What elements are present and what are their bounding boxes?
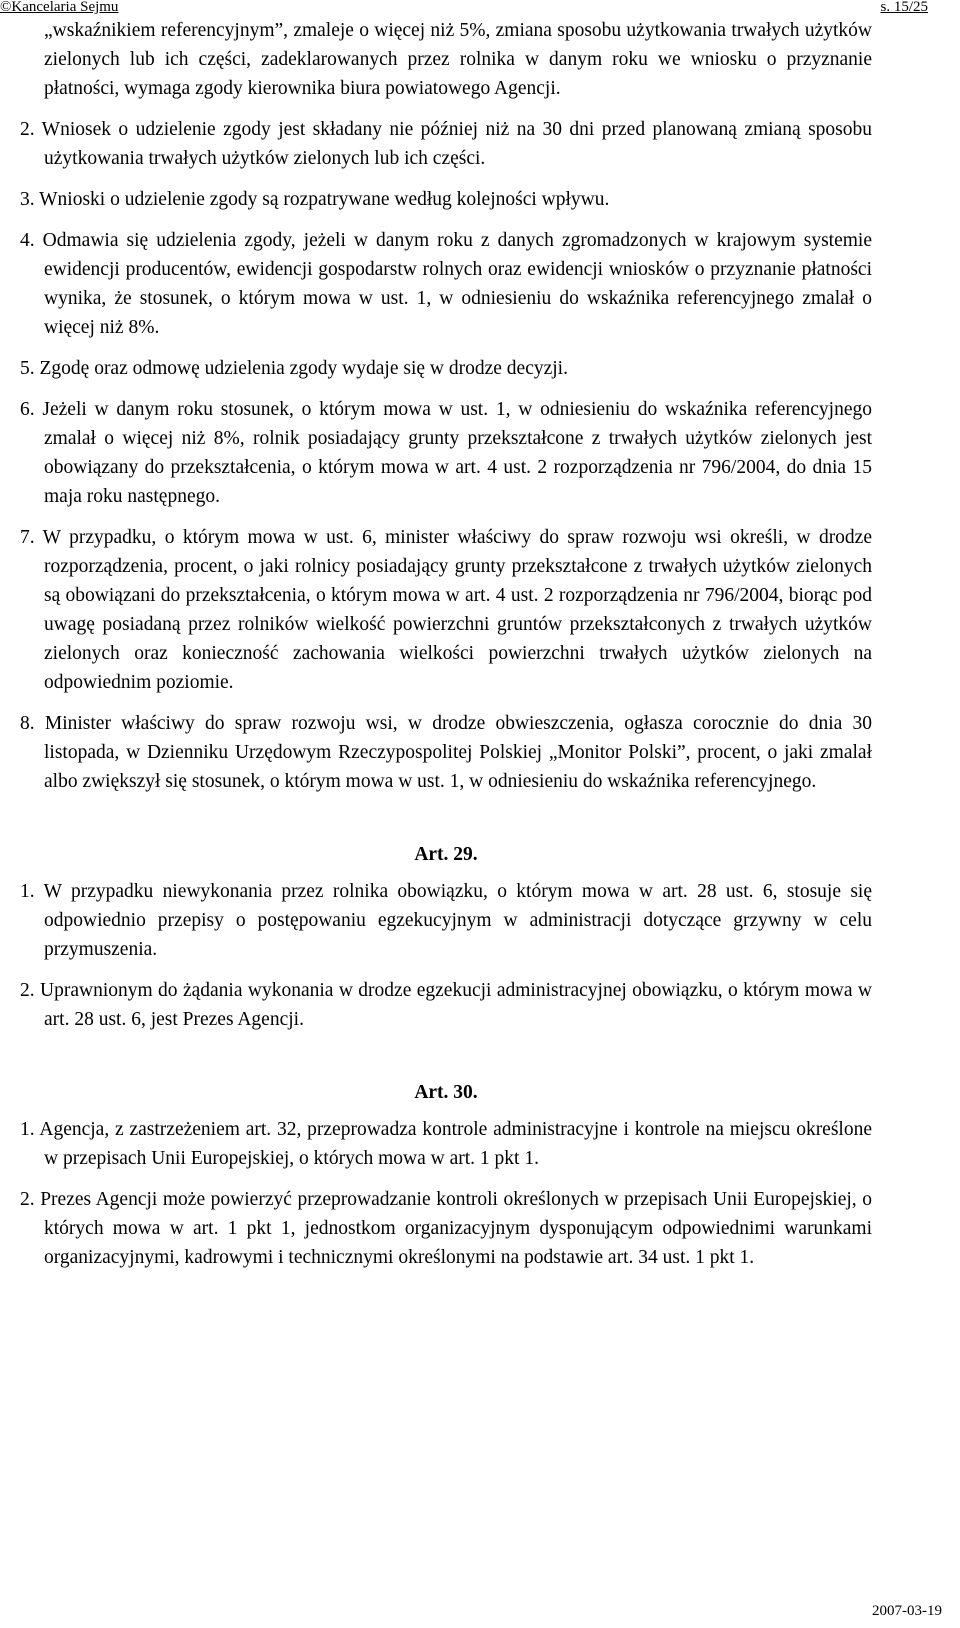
page-header	[0, 0, 928, 16]
article-30-heading: Art. 30.	[414, 1082, 478, 1103]
article-29-paragraph-2: 2. Uprawnionym do żądania wykonania w drodze egzekucji administracyjnej obowiązku, o którym mowa w art. 28 ust. 6, jest Prezes Agencji.	[20, 980, 872, 1030]
paragraph-7: 7. W przypadku, o którym mowa w ust. 6, minister właściwy do spraw rozwoju wsi określi, w drodze rozporządzenia, procent, o jaki rolnicy posiadający grunty przekształcone z trwałych użytków zielonych są obowiązani do przekształcenia, o którym mowa w art. 4 ust. 2 rozporządzenia nr 796/2004, biorąc pod uwagę posiadaną przez rolników wielkość powierzchni gruntów przekształconych z trwałych użytków zielonych oraz konieczność zachowania wielkości powierzchni trwałych użytków zielonych na odpowiednim poziomie.	[20, 527, 872, 693]
paragraph-4: 4. Odmawia się udzielenia zgody, jeżeli w danym roku z danych zgromadzonych w krajowym systemie ewidencji producentów, ewidencji gospodarstw rolnych oraz ewidencji wniosków o przyznanie płatności wynika, że stosunek, o którym mowa w ust. 1, w odniesieniu do wskaźnika referencyjnego zmalał o więcej niż 8%.	[20, 230, 872, 338]
paragraph-continuation: „wskaźnikiem referencyjnym”, zmaleje o więcej niż 5%, zmiana sposobu użytkowania trwałych użytków zielonych lub ich części, zadeklarowanych przez rolnika w danym roku we wniosku o przyznanie płatności, wymaga zgody kierownika biura powiatowego Agencji.	[44, 20, 872, 99]
paragraph-5: 5. Zgodę oraz odmowę udzielenia zgody wydaje się w drodze decyzji.	[20, 358, 568, 379]
article-30-paragraph-1: 1. Agencja, z zastrzeżeniem art. 32, przeprowadza kontrole administracyjne i kontrole na miejscu określone w przepisach Unii Europejskiej, o których mowa w art. 1 pkt 1.	[20, 1119, 872, 1169]
paragraph-3: 3. Wnioski o udzielenie zgody są rozpatrywane według kolejności wpływu.	[20, 189, 610, 210]
page-footer-date: 2007-03-19	[872, 1603, 942, 1619]
article-29-paragraph-1: 1. W przypadku niewykonania przez rolnika obowiązku, o którym mowa w art. 28 ust. 6, stosuje się odpowiednio przepisy o postępowaniu egzekucyjnym w administracji dotyczące grzywny w celu przymuszenia.	[20, 881, 872, 960]
paragraph-8: 8. Minister właściwy do spraw rozwoju wsi, w drodze obwieszczenia, ogłasza corocznie do dnia 30 listopada, w Dzienniku Urzędowym Rzeczypospolitej Polskiej „Monitor Polski”, procent, o jaki zmalał albo zwiększył się stosunek, o którym mowa w ust. 1, w odniesieniu do wskaźnika referencyjnego.	[20, 713, 872, 792]
publisher-label: ©Kancelaria Sejmu	[0, 0, 119, 15]
article-29-heading: Art. 29.	[414, 844, 478, 865]
article-30-paragraph-2: 2. Prezes Agencji może powierzyć przeprowadzanie kontroli określonych w przepisach Unii Europejskiej, o których mowa w art. 1 pkt 1, jednostkom organizacyjnym dysponującym odpowiednimi warunkami organizacyjnymi, kadrowymi i technicznymi określonymi na podstawie art. 34 ust. 1 pkt 1.	[20, 1189, 872, 1268]
page-number: s. 15/25	[880, 0, 928, 15]
paragraph-2: 2. Wniosek o udzielenie zgody jest składany nie później niż na 30 dni przed planowaną zmianą sposobu użytkowania trwałych użytków zielonych lub ich części.	[20, 119, 872, 169]
document-body	[20, 16, 872, 1284]
paragraph-6: 6. Jeżeli w danym roku stosunek, o którym mowa w ust. 1, w odniesieniu do wskaźnika referencyjnego zmalał o więcej niż 8%, rolnik posiadający grunty przekształcone z trwałych użytków zielonych jest obowiązany do przekształcenia, o którym mowa w art. 4 ust. 2 rozporządzenia nr 796/2004, do dnia 15 maja roku następnego.	[20, 399, 872, 507]
